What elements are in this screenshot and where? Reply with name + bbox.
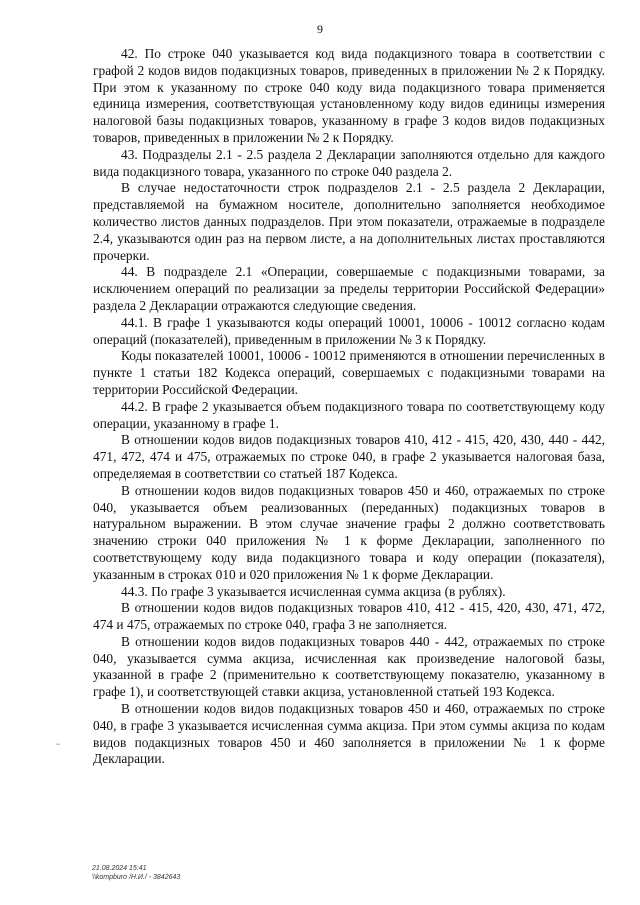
paragraph-44-2-codes-a: В отношении кодов видов подакцизных товаров 410, 412 - 415, 420, 430, 440 - 442, 471, 472, 474 и 475, отражаемых по строке 040, в графе 2 указывается налоговая база, определяемая в соответствии со статьей 187 Кодекса. (93, 432, 605, 481)
document-body (93, 46, 605, 768)
footer-file-path: \\kompburo /Н.И./ - 3842643 (92, 874, 181, 881)
paragraph-43: 43. Подразделы 2.1 - 2.5 раздела 2 Декларации заполняются отдельно для каждого вида подакцизного товара, указанного по строке 040 раздела 2. (93, 146, 605, 179)
paragraph-44: 44. В подразделе 2.1 «Операции, совершаемые с подакцизными товарами, за исключением операций по реализации за пределы территории Российской Федерации» раздела 2 Декларации отражаются следующие сведения. (93, 264, 605, 313)
paragraph-44-3-codes-c: В отношении кодов видов подакцизных товаров 450 и 460, отражаемых по строке 040, в графе 3 указывается исчисленная сумма акциза. При этом суммы акциза по кодам видов подакцизных товаров 450 и 460 заполняется в приложении № 1 к форме Декларации. (93, 701, 605, 767)
paragraph-44-3: 44.3. По графе 3 указывается исчисленная сумма акциза (в рублях). (121, 583, 506, 599)
margin-mark: ~ (56, 740, 61, 749)
paragraph-42: 42. По строке 040 указывается код вида подакцизного товара в соответствии с графой 2 кодов видов подакцизных товаров, приведенных в приложении № 2 к Порядку. При этом к указанному по строке 040 коду вида подакцизного товара применяется единица измерения, соответствующая установленному коду видов единицы измерения налоговой базы подакцизных товаров, указанному в графе 3 кодов видов подакцизных товаров, приведенных в приложении № 2 к Порядку. (93, 46, 605, 145)
paragraph-44-3-codes-a: В отношении кодов видов подакцизных товаров 410, 412 - 415, 420, 430, 471, 472, 474 и 475, отражаемых по строке 040, графа 3 не заполняется. (93, 600, 605, 633)
paragraph-44-2-codes-b: В отношении кодов видов подакцизных товаров 450 и 460, отражаемых по строке 040, указывается объем реализованных (переданных) подакцизных товаров в натуральном выражении. В этом случае значение графы 2 должно соответствовать значению строки 040 приложения № 1 к форме Декларации, заполненного по соответствующему коду вида подакцизного товара и коду операции (показателя), указанным в строках 010 и 020 приложения № 1 к форме Декларации. (93, 482, 605, 582)
paragraph-44-2: 44.2. В графе 2 указывается объем подакцизного товара по соответствующему коду операции, указанному в графе 1. (93, 398, 605, 431)
paragraph-44-1: 44.1. В графе 1 указываются коды операций 10001, 10006 - 10012 согласно кодам операций (показателей), приведенным в приложении № 3 к Порядку. (93, 314, 605, 347)
page-number: 9 (317, 22, 323, 36)
paragraph-44-1-note: Коды показателей 10001, 10006 - 10012 применяются в отношении перечисленных в пункте 1 статьи 182 Кодекса операций, совершаемых с подакцизными товарами на территории Российской Федерации. (93, 348, 605, 397)
document-footer (92, 864, 180, 882)
footer-timestamp: 21.08.2024 15:41 (92, 865, 147, 872)
paragraph-44-3-codes-b: В отношении кодов видов подакцизных товаров 440 - 442, отражаемых по строке 040, указывается сумма акциза, исчисленная как произведение налоговой базы, указанной в графе 2 (применительно к соответствующему показателю, указанному в графе 1), и соответствующей ставки акциза, установленной статьей 193 Кодекса. (93, 633, 605, 700)
paragraph-43-note: В случае недостаточности строк подразделов 2.1 - 2.5 раздела 2 Декларации, представляемой на бумажном носителе, дополнительно заполняется необходимое количество листов данных подразделов. При этом показатели, отражаемые в подразделе 2.4, указываются один раз на первом листе, а на дополнительных листах проставляются прочерки. (93, 180, 605, 263)
